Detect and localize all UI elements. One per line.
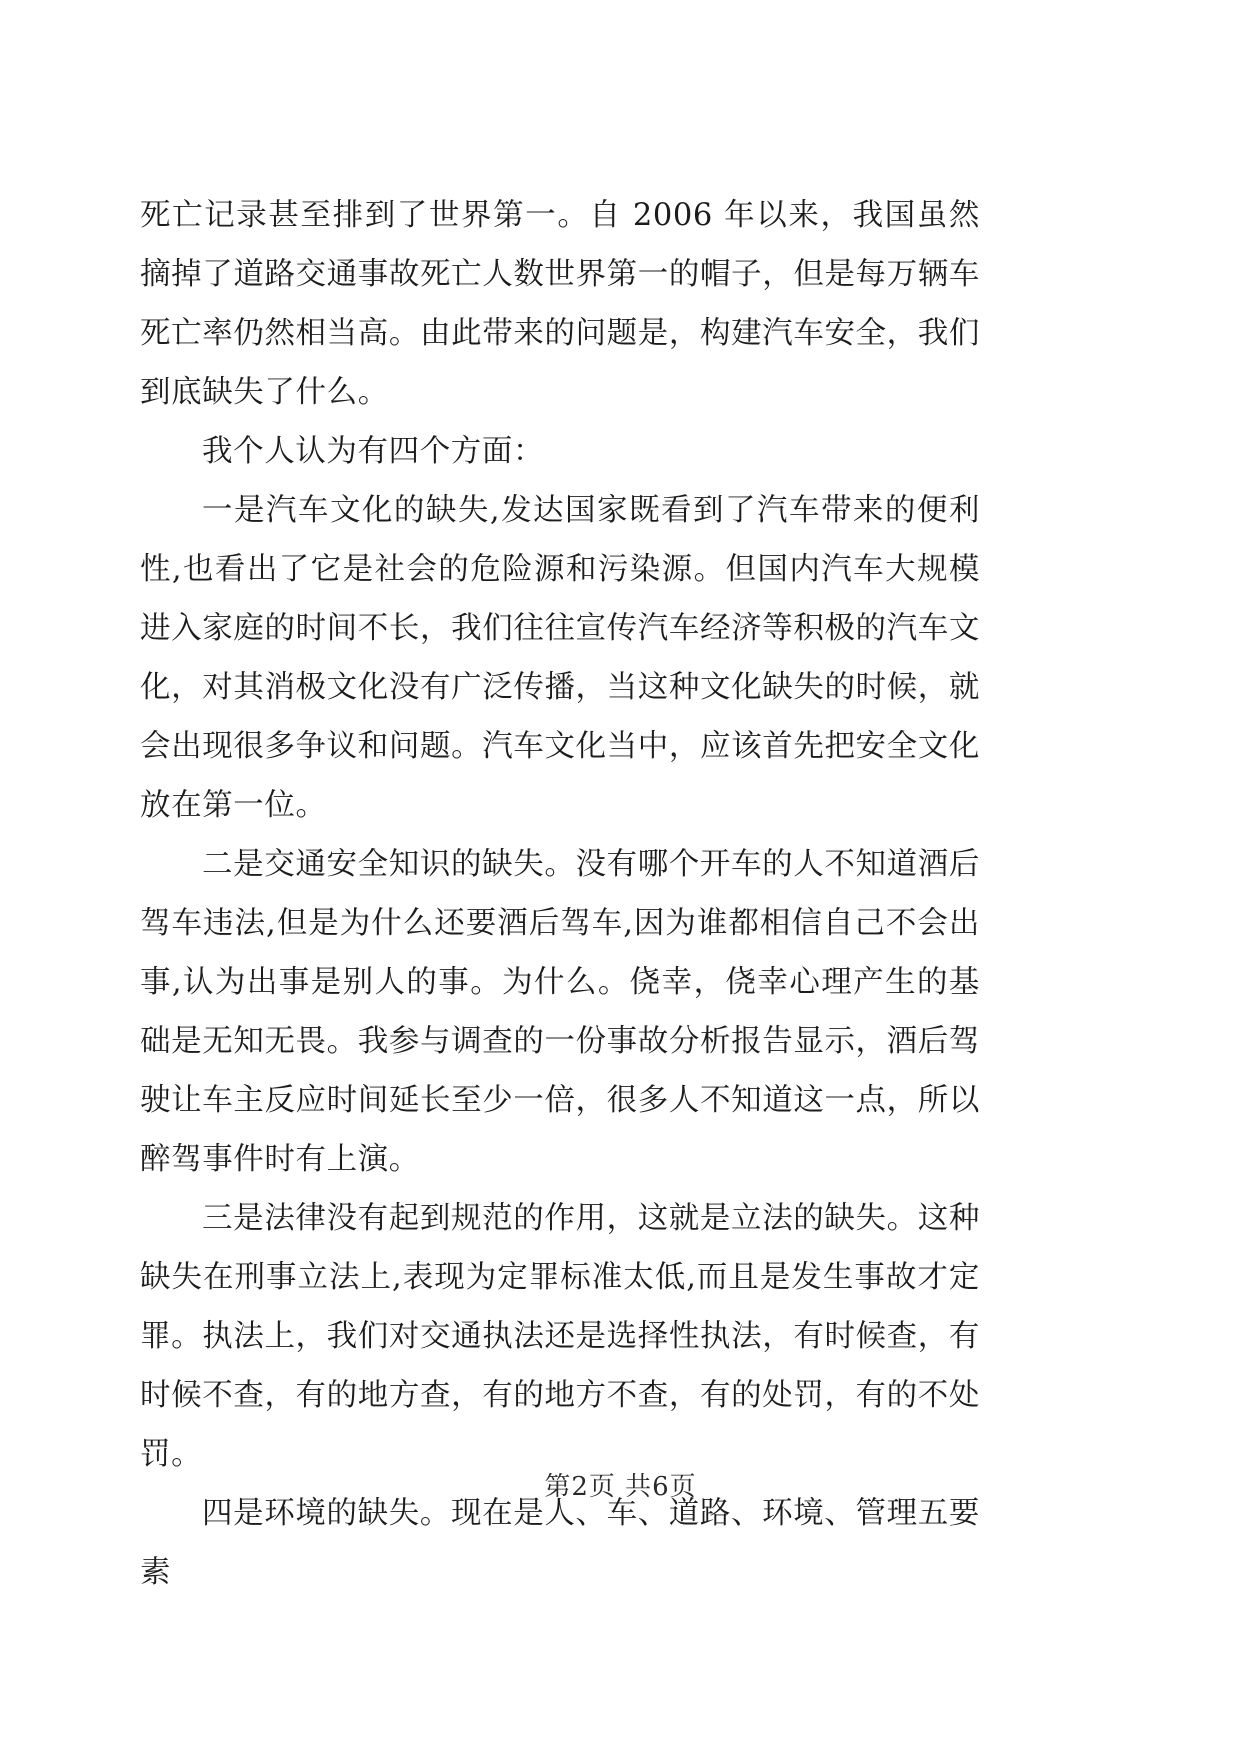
paragraph: 一是汽车文化的缺失,发达国家既看到了汽车带来的便利性,也看出了它是社会的危险源和污染源。但国内汽车大规模进入家庭的时间不长，我们往往宣传汽车经济等积极的汽车文化，对其消极文化没有广泛传播，当这种文化缺失的时候，就会出现很多争议和问题。汽车文化当中，应该首先把安全文化放在第一位。 [140, 493, 980, 823]
paragraph: 我个人认为有四个方面： [202, 434, 545, 469]
page-body [140, 186, 980, 1602]
paragraph: 死亡记录甚至排到了世界第一。自 2006 年以来，我国虽然摘掉了道路交通事故死亡人数世界第一的帽子，但是每万辆车死亡率仍然相当高。由此带来的问题是，构建汽车安全，我们到底缺失了什么。 [140, 198, 980, 410]
paragraph: 四是环境的缺失。现在是人、车、道路、环境、管理五要素 [140, 1496, 980, 1590]
page-footer: 第2页 共6页 [544, 1472, 697, 1502]
paragraph: 二是交通安全知识的缺失。没有哪个开车的人不知道酒后驾车违法,但是为什么还要酒后驾车,因为谁都相信自己不会出事,认为出事是别人的事。为什么。侥幸，侥幸心理产生的基础是无知无畏。我参与调查的一份事故分析报告显示，酒后驾驶让车主反应时间延长至少一倍，很多人不知道这一点，所以醉驾事件时有上演。 [140, 847, 980, 1177]
paragraph: 三是法律没有起到规范的作用，这就是立法的缺失。这种缺失在刑事立法上,表现为定罪标准太低,而且是发生事故才定罪。执法上，我们对交通执法还是选择性执法，有时候查，有时候不查，有的地方查，有的地方不查，有的处罚，有的不处罚。 [140, 1201, 980, 1472]
